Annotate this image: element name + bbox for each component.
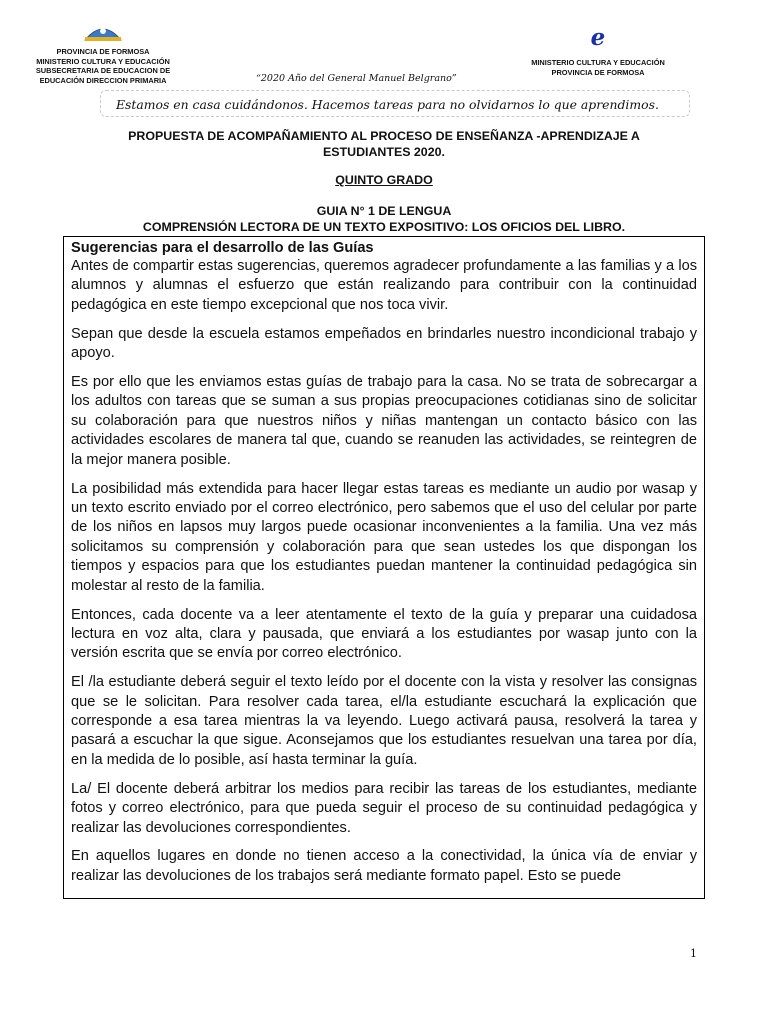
banner-message: Estamos en casa cuidándonos. Hacemos tareas para no olvidarnos lo que aprendimos. [100,90,690,117]
header-left-line-4: EDUCACIÓN DIRECCION PRIMARIA [39,75,167,85]
guide-heading-line-2: COMPRENSIÓN LECTORA DE UN TEXTO EXPOSITIVO: LOS OFICIOS DEL LIBRO. [142,219,626,234]
page-number: 1 [690,947,697,960]
document-title-line-2: ESTUDIANTES 2020. [323,145,445,159]
grade-heading: QUINTO GRADO [335,173,433,187]
paragraph-2: Sepan que desde la escuela estamos empeñados en brindarles nuestro incondicional trabajo y apoyo. [71,325,697,362]
document-title [0,128,768,160]
paragraph-8: En aquellos lugares en donde no tienen acceso a la conectividad, la única vía de enviar y realizar las devoluciones de los trabajos será mediante formato papel. Esto se puede [71,848,697,884]
suggestions-box [63,236,705,899]
suggestions-heading: Sugerencias para el desarrollo de las Guías [71,240,374,256]
header-left-line-3: SUBSECRETARIA DE EDUCACION DE [35,66,171,76]
paragraph-3: Es por ello que les enviamos estas guías de trabajo para la casa. No se trata de sobrecargar a los adultos con tareas que se suman a sus propias preocupaciones cotidianas sino de solicitar su colaboración para que nuestros niños y niñas mantengan un contacto básico con las actividades escolares de manera tal que, cuando se reanuden las actividades, se reintegren de la mejor manera posible. [71,374,697,468]
paragraph-7: La/ El docente deberá arbitrar los medios para recibir las tareas de los estudiantes, mediante fotos y correo electrónico, para que pueda seguir el proceso de su continuidad pedagógica y realizar las devoluciones correspondientes. [71,780,697,836]
header-right-line-1: MINISTERIO CULTURA Y EDUCACIÓN [531,58,665,67]
header-right-line-2: PROVINCIA DE FORMOSA [551,67,645,77]
header-right [512,26,684,77]
province-crest-icon [83,22,123,42]
paragraph-4: La posibilidad más extendida para hacer llegar estas tareas es mediante un audio por wasap y un texto escrito enviado por el correo electrónico, pero sabemos que el uso del celular por parte de los niños en lapsos muy largos puede ocasionar inconvenientes a la familia. Una vez más solicitamos su comprensión y colaboración para que sean ustedes los que dispongan los tiempos y espacios para que los estudiantes puedan mantener la continuidad pedagógica sin molestar al resto de la familia. [71,480,697,594]
guide-heading [0,204,768,235]
guide-heading-line-1: GUIA N° 1 DE LENGUA [316,204,452,218]
document-title-line-1: PROPUESTA DE ACOMPAÑAMIENTO AL PROCESO DE ENSEÑANZA -APRENDIZAJE A [128,129,640,143]
header-left [18,22,188,85]
header-left-line-1: PROVINCIA DE FORMOSA [56,47,150,57]
paragraph-6: El /la estudiante deberá seguir el texto leído por el docente con la vista y resolver las consignas que se le solicitan. Para resolver cada tarea, el/la estudiante escuchará la explicación que corresponde a esa tarea mientras la va leyendo. Luego activará pausa, resolverá la tarea y pasará a escuchar la que sigue. Aconsejamos que los estudiantes resuelvan una tarea por día, en la medida de lo posible, así hasta terminar la guía. [71,674,697,768]
year-motto: “2020 Año del General Manuel Belgrano” [256,73,457,84]
paragraph-1: Antes de compartir estas sugerencias, queremos agradecer profundamente a las familias y a los alumnos y alumnas el esfuerzo que están realizando para contribuir con la continuidad pedagógica en este tiempo excepcional que nos toca vivir. [71,258,697,313]
ministry-logo-icon: e [590,24,606,51]
header-left-line-2: MINISTERIO CULTURA Y EDUCACIÓN [36,56,170,66]
paragraph-5: Entonces, cada docente va a leer atentamente el texto de la guía y preparar una cuidadosa lectura en voz alta, clara y pausada, que enviará a los estudiantes por wasap junto con la versión escrita que se envía por correo electrónico. [71,606,697,662]
